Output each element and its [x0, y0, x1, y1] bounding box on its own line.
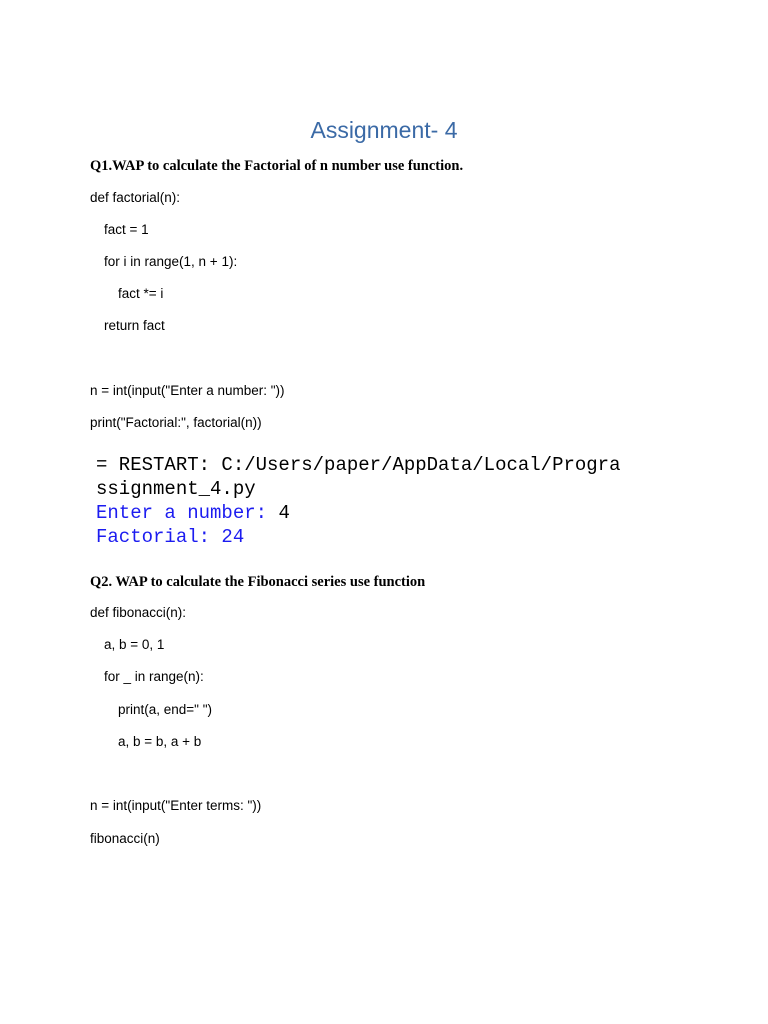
code-line: print(a, end=" ") — [118, 702, 213, 717]
code-line: fibonacci(n) — [90, 831, 160, 846]
shell-restart-line: = RESTART: C:/Users/paper/AppData/Local/Progra — [96, 454, 621, 476]
question-2-heading: Q2. WAP to calculate the Fibonacci series use function — [90, 574, 426, 590]
code-line: def factorial(n): — [90, 190, 181, 205]
shell-file-line: ssignment_4.py — [96, 478, 256, 500]
code-line: fact = 1 — [104, 222, 149, 237]
code-line: def fibonacci(n): — [90, 605, 187, 620]
code-line: n = int(input("Enter terms: ")) — [90, 798, 262, 813]
shell-prompt-value: 4 — [278, 502, 290, 524]
code-line: for _ in range(n): — [104, 669, 204, 684]
code-line: for i in range(1, n + 1): — [104, 254, 238, 269]
shell-prompt-line — [96, 502, 290, 524]
code-line: a, b = 0, 1 — [104, 637, 165, 652]
shell-result-line: Factorial: 24 — [96, 526, 245, 548]
code-line: n = int(input("Enter a number: ")) — [90, 383, 285, 398]
document-title: Assignment- 4 — [310, 117, 458, 143]
code-line: fact *= i — [118, 286, 164, 301]
shell-prompt-label: Enter a number: — [96, 502, 279, 524]
code-line: return fact — [104, 318, 165, 333]
shell-output-screenshot — [90, 452, 662, 548]
code-line: print("Factorial:", factorial(n)) — [90, 415, 262, 430]
question-1-heading: Q1.WAP to calculate the Factorial of n number use function. — [90, 158, 464, 174]
code-line: a, b = b, a + b — [118, 734, 202, 749]
